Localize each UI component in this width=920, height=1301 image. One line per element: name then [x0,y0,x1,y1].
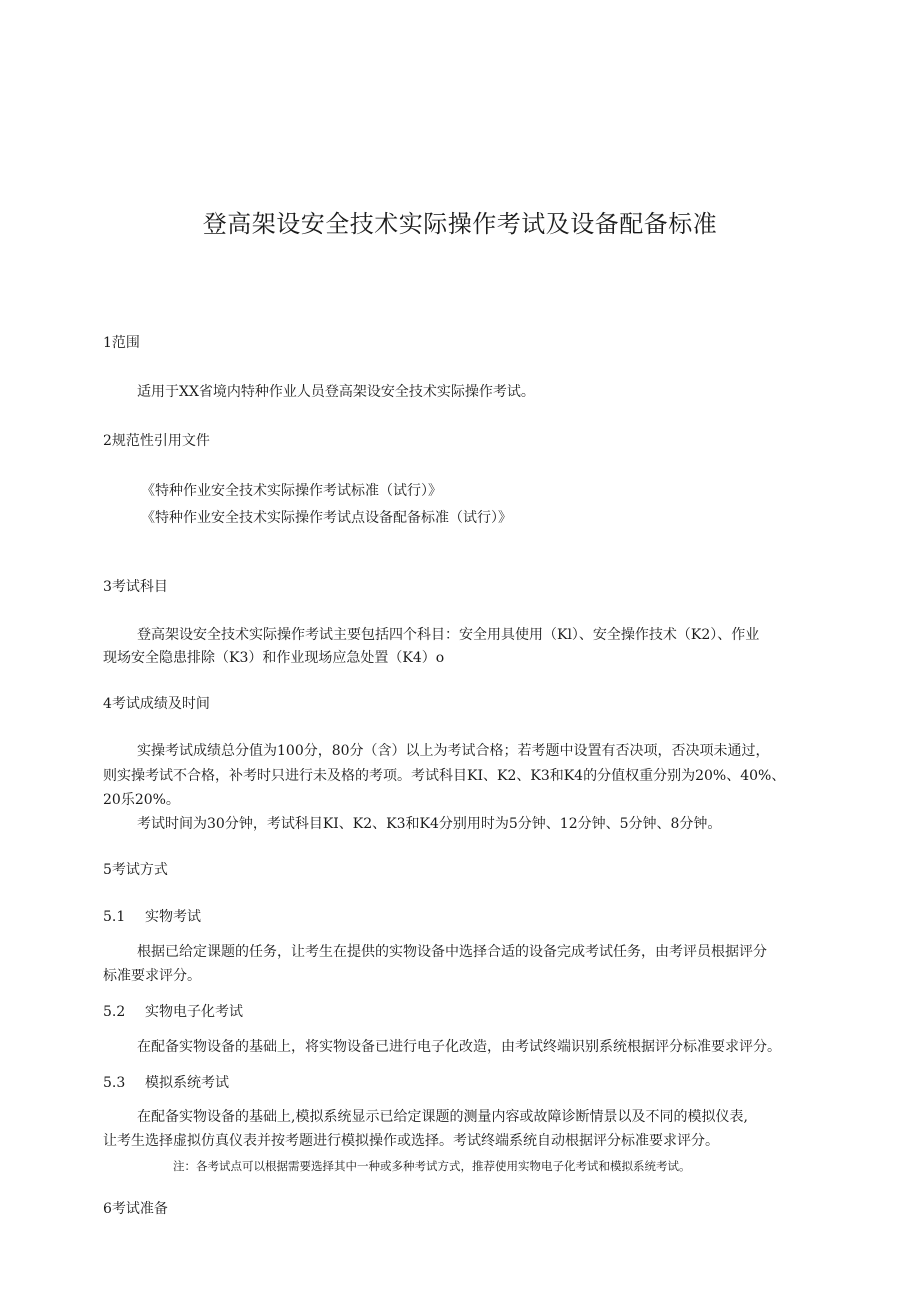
section-5-heading: 5考试方式 [103,862,168,878]
subsection-5-1-body-line: 标准要求评分。 [103,968,201,984]
section-4-body-line: 则实操考试不合格，补考时只进行未及格的考项。考试科目KI、K2、K3和K4的分值权重分别为20%、40%、 [103,768,786,784]
subsection-5-2-heading [103,1002,243,1022]
subsection-number: 5.1 [103,909,126,925]
subsection-number: 5.2 [103,1004,126,1020]
section-4-heading: 4考试成绩及时间 [103,696,210,712]
reference-item: 《特种作业安全技术实际操作考试点设备配备标准（试行）》 [141,510,512,526]
subsection-title: 模拟系统考试 [145,1075,229,1091]
section-4-body-line: 考试时间为30分钟，考试科目KI、K2、K3和K4分别用时为5分钟、12分钟、5分钟、8分钟。 [137,816,722,832]
subsection-5-1-body-line: 根据已给定课题的任务，让考生在提供的实物设备中选择合适的设备完成考试任务，由考评员根据评分 [137,944,767,960]
section-4-body-line: 20乐20%。 [103,792,180,808]
subsection-title: 实物考试 [145,909,201,925]
subsection-5-1-heading [103,907,201,927]
section-3-body-line: 现场安全隐患排除（K3）和作业现场应急处置（K4）o [103,650,445,666]
section-5-note: 注：各考试点可以根据需要选择其中一种或多种考试方式，推荐使用实物电子化考试和模拟系统考试。 [173,1159,691,1173]
section-1-body: 适用于XX省境内特种作业人员登高架设安全技术实际操作考试。 [137,384,535,400]
subsection-5-3-body-line: 让考生选择虚拟仿真仪表并按考题进行模拟操作或选择。考试终端系统自动根据评分标准要求评分。 [103,1133,719,1149]
subsection-number: 5.3 [103,1075,126,1091]
document-title: 登高架设安全技术实际操作考试及设备配备标准 [202,210,718,238]
section-2-heading: 2规范性引用文件 [103,433,210,449]
section-1-heading: 1范围 [103,335,140,351]
subsection-title: 实物电子化考试 [145,1004,243,1020]
section-4-body-line: 实操考试成绩总分值为100分，80分（含）以上为考试合格；若考题中设置有否决项，否决项未通过， [137,743,770,759]
section-3-heading: 3考试科目 [103,579,168,595]
subsection-5-3-body-line: 在配备实物设备的基础上,模拟系统显示已给定课题的测量内容或故障诊断情景以及不同的模拟仪表, [137,1109,748,1125]
section-3-body-line: 登高架设安全技术实际操作考试主要包括四个科目：安全用具使用（Kl）、安全操作技术（K2）、作业 [137,627,760,643]
reference-item: 《特种作业安全技术实际操作考试标准（试行）》 [141,483,442,499]
section-6-heading: 6考试准备 [103,1201,168,1217]
subsection-5-2-body-line: 在配备实物设备的基础上，将实物设备已进行电子化改造，由考试终端识别系统根据评分标准要求评分。 [137,1039,781,1055]
subsection-5-3-heading [103,1073,229,1093]
